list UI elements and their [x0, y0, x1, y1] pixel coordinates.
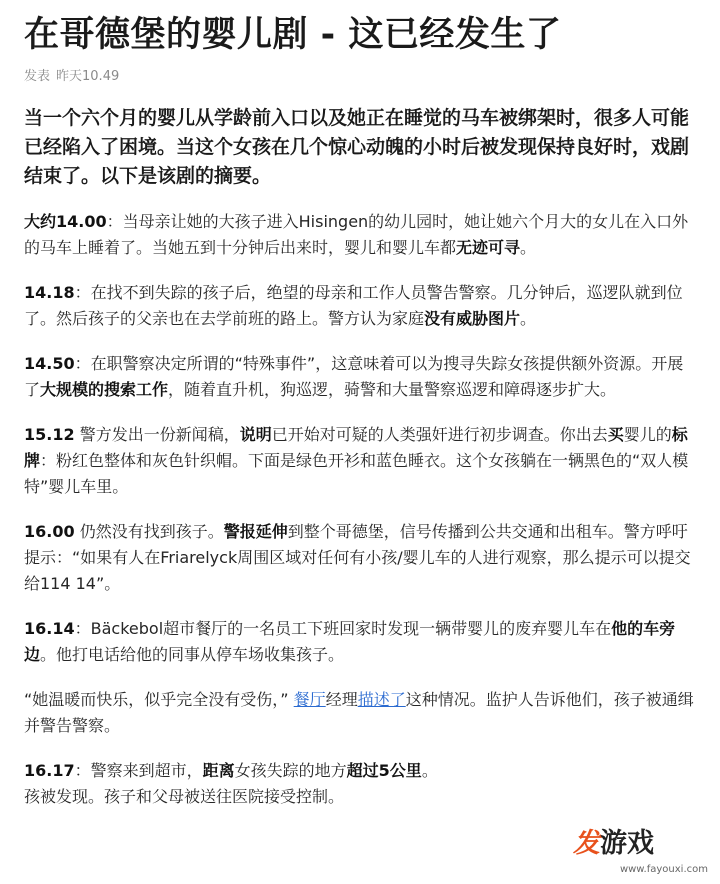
timeline-entry-1614: 16.14：Bäckebol超市餐厅的一名员工下班回家时发现一辆带婴儿的废弃婴儿车在他的车旁边。他打电话给他的同事从停车场收集孩子。: [24, 619, 676, 664]
entry-time: 15.12: [24, 425, 75, 444]
published-label: 发表: [24, 69, 51, 84]
entry-time: 14.50: [24, 354, 75, 373]
article-lead: 当一个六个月的婴儿从学龄前入口以及她正在睡觉的马车被绑架时，很多人可能已经陷入了困境。当这个女孩在几个惊心动魄的小时后被发现保持良好时，戏剧结束了。以下是该剧的摘要。: [24, 107, 690, 187]
published-time: 昨天10.49: [56, 69, 120, 84]
watermark-url: www.fayouxi.com: [619, 864, 708, 875]
timeline-entry-1512: 15.12 警方发出一份新闻稿，说明已开始对可疑的人类强奸进行初步调查。你出去买婴儿的标牌：粉红色整体和灰色针织帽。下面是绿色开衫和蓝色睡衣。这个女孩躺在一辆黑色的“双人模特”婴儿车里。: [24, 425, 689, 496]
timeline-entry-1418: 14.18：在找不到失踪的孩子后，绝望的母亲和工作人员警告警察。几分钟后，巡逻队就到位了。然后孩子的父亲也在去学前班的路上。警方认为家庭没有威胁图片。: [24, 283, 683, 328]
timeline-entry-1400: 大约14.00：当母亲让她的大孩子进入Hisingen的幼儿园时，她让她六个月大的女儿在入口外的马车上睡着了。当她五到十分钟后出来时，婴儿和婴儿车都无迹可寻。: [24, 212, 689, 257]
entry-time: 16.00: [24, 522, 75, 541]
manager-quote: “她温暖而快乐，似乎完全没有受伤，” 餐厅经理描述了这种情况。监护人告诉他们，孩子被通缉并警告警察。: [24, 690, 694, 735]
timeline-entry-1450: 14.50：在职警察决定所谓的“特殊事件”，这意味着可以为搜寻失踪女孩提供额外资源。开展了大规模的搜索工作，随着直升机，狗巡逻，骑警和大量警察巡逻和障碍逐步扩大。: [24, 354, 684, 399]
site-watermark: [559, 824, 714, 878]
timeline-entry-1617: 16.17：警察来到超市，距离女孩失踪的地方超过5公里。 孩被发现。孩子和父母被送往医院接受控制。: [24, 761, 438, 806]
timeline-entry-1600: 16.00 仍然没有找到孩子。警报延伸到整个哥德堡，信号传播到公共交通和出租车。警方呼吁提示：“如果有人在Friarelyck周围区域对任何有小孩/婴儿车的人进行观察，那么提示可以提交给114 14”。: [24, 522, 691, 593]
entry-time: 14.18: [24, 283, 75, 302]
article-meta: [24, 68, 696, 86]
entry-time: 16.14: [24, 619, 75, 638]
entry-time: 大约14.00: [24, 212, 107, 231]
article-title: 在哥德堡的婴儿剧 - 这已经发生了: [24, 15, 562, 55]
restaurant-link[interactable]: 餐厅: [293, 690, 326, 709]
described-link[interactable]: 描述了: [357, 690, 406, 709]
entry-time: 16.17: [24, 761, 75, 780]
watermark-logo: 发游戏: [573, 828, 654, 859]
